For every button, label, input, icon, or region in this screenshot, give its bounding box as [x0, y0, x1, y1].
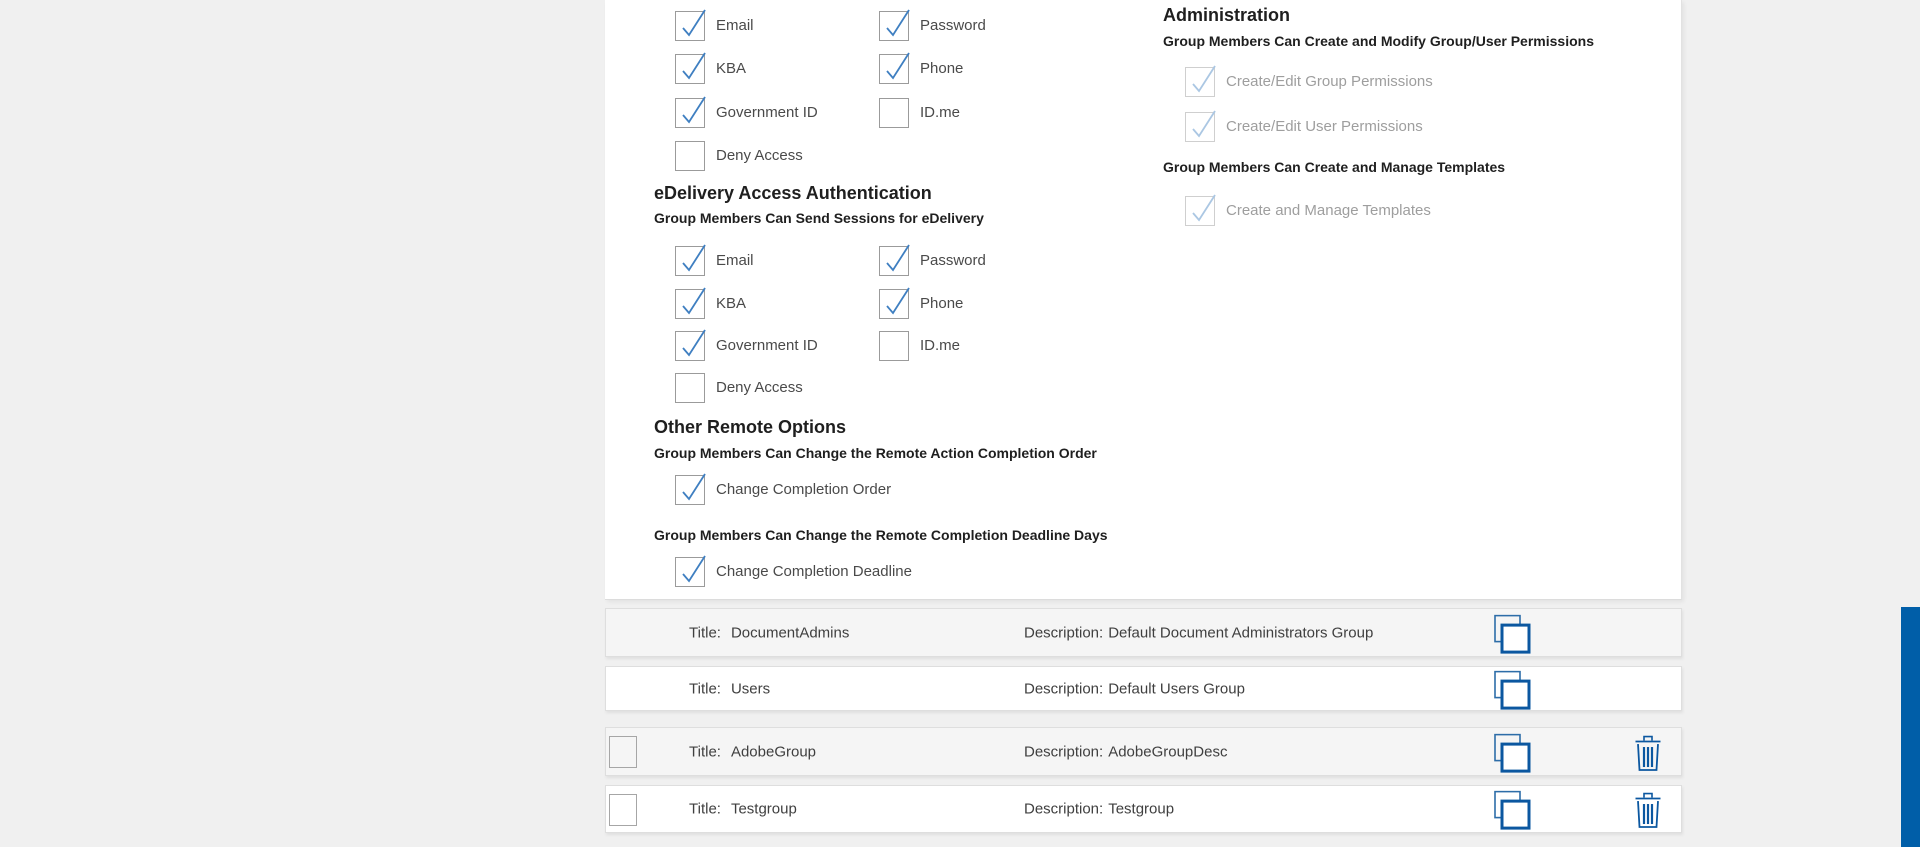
- group-title: [689, 624, 849, 641]
- title-value: AdobeGroup: [730, 743, 817, 760]
- checkbox-label: Government ID: [716, 337, 818, 354]
- group-row-documentadmins[interactable]: [605, 608, 1682, 657]
- create-manage-templates-option: [1185, 195, 1431, 226]
- edelivery-password-option: [879, 245, 986, 276]
- checkbox-checked[interactable]: [879, 246, 909, 276]
- copy-group-button[interactable]: [1494, 791, 1532, 831]
- edelivery-kba-option: [675, 288, 746, 319]
- checkmark-icon: [883, 241, 911, 277]
- checkbox-checked[interactable]: [675, 475, 705, 505]
- page-scrollbar-thumb[interactable]: [1901, 607, 1920, 847]
- edelivery-phone-option: [879, 288, 963, 319]
- title-label: Title:: [689, 743, 721, 760]
- group-select-checkbox[interactable]: [609, 794, 637, 826]
- copy-group-button[interactable]: [1494, 614, 1532, 654]
- manage-templates-subtitle: Group Members Can Create and Manage Templates: [1163, 159, 1506, 175]
- checkmark-icon: [679, 470, 707, 506]
- checkmark-icon: [883, 284, 911, 320]
- description-label: Description:: [1024, 800, 1104, 818]
- checkbox-checked[interactable]: [675, 11, 705, 41]
- checkbox-label: Phone: [920, 295, 964, 312]
- checkbox-unchecked[interactable]: [879, 331, 909, 361]
- checkbox-label: Change Completion Order: [716, 481, 892, 498]
- copy-icon: [1494, 614, 1532, 654]
- checkbox-label: Create and Manage Templates: [1226, 202, 1431, 219]
- checkbox-checked[interactable]: [879, 11, 909, 41]
- title-label: Title:: [689, 800, 721, 818]
- group-title: [689, 801, 797, 818]
- checkbox-label: Password: [920, 17, 986, 34]
- checkmark-icon: [679, 6, 707, 42]
- copy-icon: [1494, 670, 1532, 710]
- change-deadline-subtitle: Group Members Can Change the Remote Completion Deadline Days: [654, 527, 1108, 543]
- checkbox-unchecked[interactable]: [675, 141, 705, 171]
- checkbox-label: ID.me: [920, 337, 961, 354]
- checkbox-checked[interactable]: [675, 289, 705, 319]
- copy-icon: [1494, 791, 1532, 831]
- edelivery-section-subtitle: Group Members Can Send Sessions for eDelivery: [654, 210, 984, 226]
- checkbox-label: Change Completion Deadline: [716, 563, 912, 580]
- description-value: AdobeGroupDesc: [1108, 743, 1228, 760]
- checkmark-icon: [679, 284, 707, 320]
- checkbox-unchecked[interactable]: [675, 373, 705, 403]
- description-label: Description:: [1024, 624, 1104, 641]
- description-value: Testgroup: [1108, 800, 1175, 818]
- checkbox-label: Deny Access: [716, 147, 803, 164]
- checkmark-icon: [679, 93, 707, 129]
- edelivery-government-id-option: [675, 330, 818, 361]
- title-label: Title:: [689, 680, 721, 697]
- description-value: Default Users Group: [1108, 680, 1245, 697]
- checkbox-checked[interactable]: [879, 289, 909, 319]
- checkbox-checked[interactable]: [675, 557, 705, 587]
- checkbox-label: Government ID: [716, 104, 818, 121]
- title-label: Title:: [689, 624, 721, 641]
- delete-group-button[interactable]: [1634, 792, 1662, 830]
- group-description: [1024, 801, 1174, 818]
- checkbox-label: KBA: [716, 295, 747, 312]
- group-select-checkbox[interactable]: [609, 736, 637, 768]
- trash-icon: [1634, 734, 1662, 772]
- checkmark-icon: [1189, 191, 1217, 227]
- title-value: Testgroup: [730, 800, 797, 818]
- group-title: [689, 743, 816, 760]
- signer-auth-idme-option: [879, 97, 960, 128]
- signer-auth-phone-option: [879, 53, 963, 84]
- description-value: Default Document Administrators Group: [1108, 624, 1374, 641]
- group-user-permissions-subtitle: Group Members Can Create and Modify Group/User Permissions: [1163, 33, 1594, 49]
- checkmark-icon: [679, 326, 707, 362]
- signer-auth-government-id-option: [675, 97, 818, 128]
- checkbox-checked-disabled: [1185, 67, 1215, 97]
- change-order-subtitle: Group Members Can Change the Remote Action Completion Order: [654, 445, 1097, 461]
- checkbox-checked[interactable]: [675, 331, 705, 361]
- edelivery-deny-access-option: [675, 372, 803, 403]
- signer-auth-email-option: [675, 10, 754, 41]
- group-settings-panel: [605, 0, 1682, 600]
- checkbox-label: Phone: [920, 60, 964, 77]
- signer-auth-kba-option: [675, 53, 746, 84]
- checkbox-checked[interactable]: [879, 54, 909, 84]
- create-edit-group-permissions-option: [1185, 66, 1433, 97]
- checkmark-icon: [883, 49, 911, 85]
- edelivery-email-option: [675, 245, 754, 276]
- group-description: [1024, 624, 1373, 641]
- copy-icon: [1494, 733, 1532, 773]
- trash-icon: [1634, 792, 1662, 830]
- change-completion-order-option: [675, 474, 891, 505]
- change-completion-deadline-option: [675, 556, 912, 587]
- signer-auth-deny-access-option: [675, 140, 803, 171]
- checkbox-label: Create/Edit Group Permissions: [1226, 73, 1433, 90]
- checkbox-label: Create/Edit User Permissions: [1226, 118, 1423, 135]
- checkmark-icon: [1189, 62, 1217, 98]
- delete-group-button[interactable]: [1634, 734, 1662, 772]
- administration-section-title: Administration: [1163, 5, 1291, 25]
- checkbox-checked[interactable]: [675, 246, 705, 276]
- checkmark-icon: [679, 552, 707, 588]
- checkbox-unchecked[interactable]: [879, 98, 909, 128]
- checkbox-label: Email: [716, 252, 754, 269]
- copy-group-button[interactable]: [1494, 670, 1532, 710]
- checkbox-checked-disabled: [1185, 196, 1215, 226]
- group-description: [1024, 743, 1227, 760]
- group-row-testgroup[interactable]: [605, 785, 1682, 833]
- checkbox-checked[interactable]: [675, 98, 705, 128]
- checkbox-checked-disabled: [1185, 112, 1215, 142]
- description-label: Description:: [1024, 743, 1104, 760]
- create-edit-user-permissions-option: [1185, 111, 1423, 142]
- edelivery-section-title: eDelivery Access Authentication: [654, 183, 932, 203]
- checkmark-icon: [883, 6, 911, 42]
- group-row-users[interactable]: [605, 666, 1682, 711]
- checkbox-label: ID.me: [920, 104, 961, 121]
- checkbox-label: Password: [920, 252, 986, 269]
- checkbox-checked[interactable]: [675, 54, 705, 84]
- group-row-adobegroup[interactable]: [605, 727, 1682, 776]
- title-value: Users: [730, 680, 771, 697]
- other-remote-section-title: Other Remote Options: [654, 417, 847, 437]
- group-title: [689, 680, 770, 697]
- checkmark-icon: [679, 241, 707, 277]
- group-description: [1024, 680, 1245, 697]
- checkmark-icon: [1189, 107, 1217, 143]
- title-value: DocumentAdmins: [730, 624, 850, 641]
- checkbox-label: Email: [716, 17, 754, 34]
- checkbox-label: KBA: [716, 60, 747, 77]
- description-label: Description:: [1024, 680, 1104, 697]
- signer-auth-password-option: [879, 10, 986, 41]
- checkmark-icon: [679, 49, 707, 85]
- checkbox-label: Deny Access: [716, 379, 803, 396]
- edelivery-idme-option: [879, 330, 960, 361]
- copy-group-button[interactable]: [1494, 733, 1532, 773]
